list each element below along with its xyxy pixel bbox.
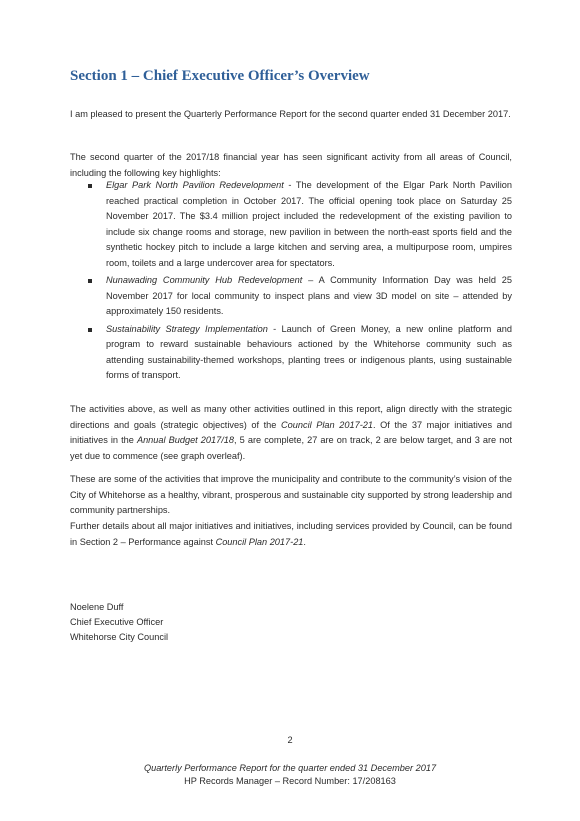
footer-record-number: HP Records Manager – Record Number: 17/208163 — [184, 776, 396, 786]
further-text-2: . — [303, 536, 306, 547]
bullet-icon — [88, 184, 92, 188]
further-text-1: Further details about all major initiatives and initiatives, including services provided by Council, can be found in Section 2 – Performance against — [70, 521, 512, 547]
signature-block — [70, 600, 168, 645]
bullet-icon — [88, 279, 92, 283]
highlight-text: - The development of the Elgar Park North Pavilion reached practical completion in October 2017. The official opening took place on Saturday 25 November 2017. The $3.4 million project included the redevelopment of the existing pavilion to include six change rooms and storage, new pavilion in between the north-east sports field and the synthetic hockey pitch to include a large kitchen and serving area, a multipurpose room, umpires room, toilets and a large undercover area for spectators. — [106, 180, 512, 268]
activities-text-2: . Of the 37 major initiatives and initiatives in the — [70, 419, 512, 445]
highlight-title: Nunawading Community Hub Redevelopment — [106, 275, 303, 285]
highlight-text: – A Community Information Day was held 25 November 2017 for local community to inspect plans and view 3D model on site – attended by approximately 150 residents. — [106, 275, 512, 316]
highlights-list — [88, 178, 512, 386]
signatory-name: Noelene Duff — [70, 602, 124, 612]
highlight-text: - Launch of Green Money, a new online platform and program to reward sustainable behaviours actioned by the Whitehorse community such as attending sustainability-themed workshops, planting trees or indigenous plants, using sustainable forms of transport. — [106, 323, 512, 380]
vision-paragraph: These are some of the activities that improve the municipality and contribute to the community’s vision of the City of Whitehorse as a healthy, vibrant, prosperous and sustainable city supported by strong leadership and community partnerships. — [70, 474, 512, 515]
signatory-role: Chief Executive Officer — [70, 617, 164, 627]
intro-paragraph: I am pleased to present the Quarterly Performance Report for the second quarter ended 31 December 2017. — [70, 109, 511, 119]
highlight-item — [88, 322, 512, 384]
page-footer — [0, 762, 580, 788]
highlight-item — [88, 273, 512, 320]
activities-text-1: The activities above, as well as many other activities outlined in this report, align directly with the strategic directions and goals (strategic objectives) of the — [70, 404, 512, 430]
council-plan-reference: Council Plan 2017-21 — [215, 536, 304, 547]
further-details-paragraph — [70, 519, 512, 550]
highlight-title: Elgar Park North Pavilion Redevelopment — [106, 180, 284, 190]
highlight-title: Sustainability Strategy Implementation — [106, 323, 268, 334]
footer-report-title: Quarterly Performance Report for the quarter ended 31 December 2017 — [143, 763, 437, 773]
highlights-intro-paragraph: The second quarter of the 2017/18 financial year has seen significant activity from all areas of Council, including the following key highlights: — [70, 152, 512, 178]
activities-text-3: , 5 are complete, 27 are on track, 2 are below target, and 3 are not yet due to commence (see graph overleaf). — [70, 435, 513, 461]
activities-paragraph — [70, 402, 512, 464]
bullet-icon — [88, 328, 92, 332]
signatory-organisation: Whitehorse City Council — [70, 632, 169, 642]
page-number: 2 — [287, 735, 293, 745]
highlight-item — [88, 178, 512, 271]
council-plan-reference: Council Plan 2017-21 — [281, 419, 373, 430]
section-heading: Section 1 – Chief Executive Officer’s Overview — [70, 68, 370, 84]
annual-budget-reference: Annual Budget 2017/18 — [136, 435, 235, 445]
